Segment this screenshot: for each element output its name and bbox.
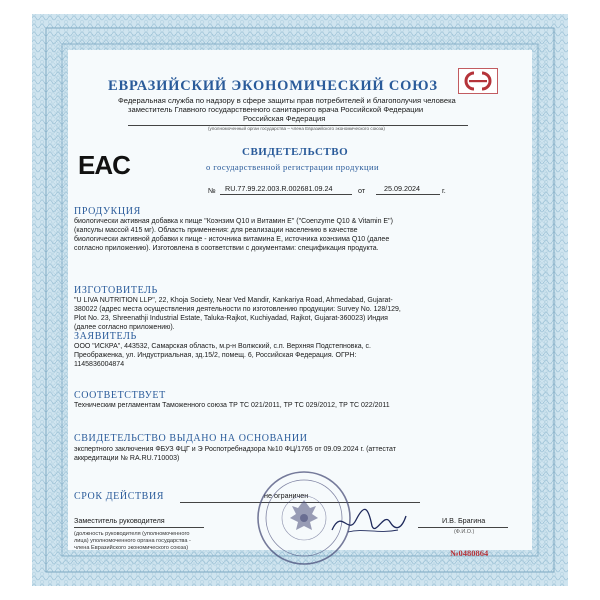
agency-line-2: заместитель Главного государственного санитарного врача Российской Федерации [128, 105, 424, 114]
signer-caption-line: лица) уполномоченного органа государства - [74, 538, 191, 544]
union-title: ЕВРАЗИЙСКИЙ ЭКОНОМИЧЕСКИЙ СОЮЗ [108, 78, 438, 94]
manufacturer-line: (далее согласно приложению). [74, 324, 175, 331]
product-line: согласно приложению). Изготовлена в соответствии с документами: спецификация продукта. [74, 245, 379, 252]
signer-name: И.В. Брагина [442, 516, 486, 525]
applicant-heading: ЗАЯВИТЕЛЬ [74, 331, 137, 342]
basis-line: аккредитации № RA.RU.710003) [74, 455, 180, 462]
applicant-line: 1145836004874 [74, 361, 125, 368]
compliance-line: Техническим регламентам Таможенного союза ТР ТС 021/2011, ТР ТС 029/2012, ТР ТС 022/2011 [74, 402, 390, 409]
validity-value: не ограничен [264, 491, 309, 500]
applicant-line: Преображенка, ул. Индустриальная, зд.15/2, помещ. 6, Российская Федерация. ОГРН: [74, 352, 357, 359]
certificate-subtitle: о государственной регистрации продукции [206, 162, 379, 172]
certificate-number: RU.77.99.22.003.R.002681.09.24 [225, 184, 333, 193]
certificate-date: 25.09.2024 [384, 184, 420, 193]
agency-line-1: Федеральная служба по надзору в сфере защиты прав потребителей и благополучия человека [118, 96, 456, 105]
number-label: № [208, 186, 216, 195]
basis-line: экспертного заключения ФБУЗ ФЦГ и Э Роспотребнадзора №10 ФЦ/1765 от 09.09.2024 г. (аттестат [74, 446, 396, 453]
manufacturer-heading: ИЗГОТОВИТЕЛЬ [74, 285, 158, 296]
signer-caption [74, 531, 191, 552]
signer-caption-line: члена Евразийского экономического союза) [74, 545, 189, 551]
applicant-line: ООО "ИСКРА", 443532, Самарская область, м.р-н Волжский, с.п. Верхняя Подстепновка, с. [74, 343, 371, 350]
basis-heading: СВИДЕТЕЛЬСТВО ВЫДАНО НА ОСНОВАНИИ [74, 433, 308, 444]
agency-line-3: Российская Федерация [243, 114, 326, 123]
product-line: (капсулы массой 415 мг). Область применения: для реализации населению в качестве [74, 227, 358, 234]
manufacturer-line: Plot No. 23, Shreenathji Industrial Estate, Taluka-Rajkot, Kuchiyadad, Rajkot, Gujarat-360023) Индия [74, 315, 388, 322]
serial-number: №0480864 [450, 548, 489, 558]
signer-caption-line: (должность руководителя (уполномоченного [74, 531, 190, 537]
date-prefix: от [358, 186, 366, 195]
certificate-title: СВИДЕТЕЛЬСТВО [242, 146, 349, 158]
agency-caption: (уполномоченный орган государства – члена Евразийского экономического союза) [208, 126, 385, 131]
certificate-paper [32, 14, 568, 586]
eac-logo: EAC [78, 150, 130, 180]
compliance-heading: СООТВЕТСТВУЕТ [74, 390, 166, 401]
product-line: биологически активная добавка к пище "Коэнзим Q10 и Витамин Е" ("Coenzyme Q10 & Vitamin E") [74, 218, 393, 225]
product-heading: ПРОДУКЦИЯ [74, 206, 141, 217]
date-suffix: г. [442, 186, 446, 195]
signer-position: Заместитель руководителя [74, 516, 165, 525]
signature-scribble-icon [328, 502, 408, 542]
eec-logo-icon [458, 68, 498, 94]
certificate-body [68, 50, 532, 558]
product-line: биологически активной добавки к пище - источника витамина Е, источника коэнзима Q10 (далее [74, 236, 390, 243]
validity-heading: СРОК ДЕЙСТВИЯ [74, 491, 165, 502]
manufacturer-line: 380022 (адрес места осуществления деятельности по изготовлению продукции: Survey No. 128/129, [74, 306, 401, 313]
signer-name-caption: (Ф.И.О.) [454, 529, 475, 535]
manufacturer-line: "U LIVA NUTRITION LLP", 22, Khoja Society, Near Ved Mandir, Kankariya Road, Ahmedabad, Gujarat- [74, 297, 393, 304]
